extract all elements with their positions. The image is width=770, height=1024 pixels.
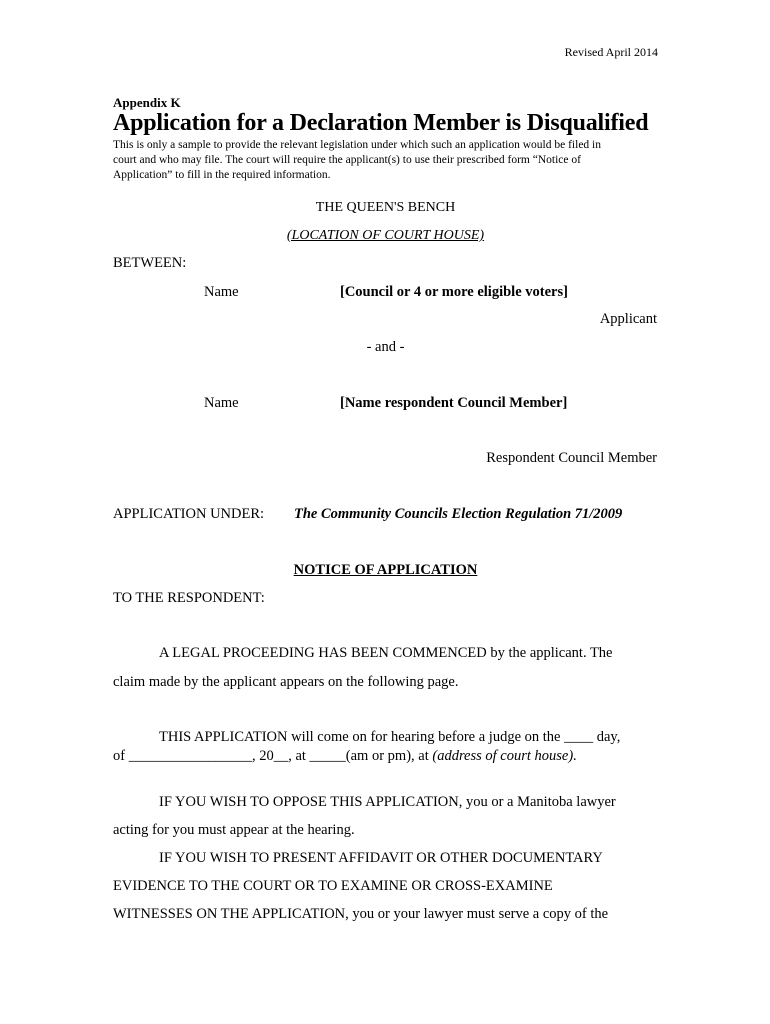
to-respondent: TO THE RESPONDENT: bbox=[113, 590, 265, 606]
paragraph-line: acting for you must appear at the hearing. bbox=[113, 822, 355, 838]
hearing-date-blanks: of _________________, 20__, at _____(am or pm), at bbox=[113, 748, 433, 764]
court-address-placeholder: (address of court house). bbox=[432, 748, 577, 764]
between-label: BETWEEN: bbox=[113, 255, 187, 271]
paragraph-line: EVIDENCE TO THE COURT OR TO EXAMINE OR CROSS-EXAMINE bbox=[113, 878, 553, 894]
intro-note bbox=[113, 138, 658, 183]
respondent-name-label: Name bbox=[204, 395, 239, 411]
intro-line: Application” to fill in the required information. bbox=[113, 169, 331, 181]
appendix-label: Appendix K bbox=[113, 95, 181, 110]
applicant-name-label: Name bbox=[204, 284, 239, 300]
intro-line: court and who may file. The court will require the applicant(s) to use their prescribed form “Notice of bbox=[113, 154, 581, 166]
respondent-role: Respondent Council Member bbox=[486, 450, 657, 466]
regulation-name: The Community Councils Election Regulation 71/2009 bbox=[294, 506, 623, 522]
paragraph-line: IF YOU WISH TO PRESENT AFFIDAVIT OR OTHER DOCUMENTARY bbox=[159, 850, 603, 866]
paragraph-line: IF YOU WISH TO OPPOSE THIS APPLICATION, you or a Manitoba lawyer bbox=[159, 794, 616, 810]
paragraph-line bbox=[113, 748, 577, 765]
intro-line: This is only a sample to provide the relevant legislation under which such an application would be filed in bbox=[113, 139, 601, 151]
paragraph-line: WITNESSES ON THE APPLICATION, you or your lawyer must serve a copy of the bbox=[113, 906, 609, 922]
application-under-label: APPLICATION UNDER: bbox=[113, 506, 265, 522]
notice-heading: NOTICE OF APPLICATION bbox=[293, 562, 478, 578]
court-location: (LOCATION OF COURT HOUSE) bbox=[286, 228, 485, 243]
and-separator: - and - bbox=[366, 339, 405, 355]
revised-date: Revised April 2014 bbox=[564, 45, 658, 59]
court-name: THE QUEEN'S BENCH bbox=[315, 200, 456, 215]
paragraph-line: A LEGAL PROCEEDING HAS BEEN COMMENCED by the applicant. The bbox=[159, 645, 613, 661]
paragraph-line: THIS APPLICATION will come on for hearing before a judge on the ____ day, bbox=[159, 729, 621, 745]
page-title: Application for a Declaration Member is Disqualified bbox=[113, 110, 649, 136]
applicant-role: Applicant bbox=[599, 311, 657, 327]
paragraph-line: claim made by the applicant appears on the following page. bbox=[113, 674, 459, 690]
respondent-description: [Name respondent Council Member] bbox=[340, 395, 568, 411]
applicant-description: [Council or 4 or more eligible voters] bbox=[340, 284, 568, 300]
